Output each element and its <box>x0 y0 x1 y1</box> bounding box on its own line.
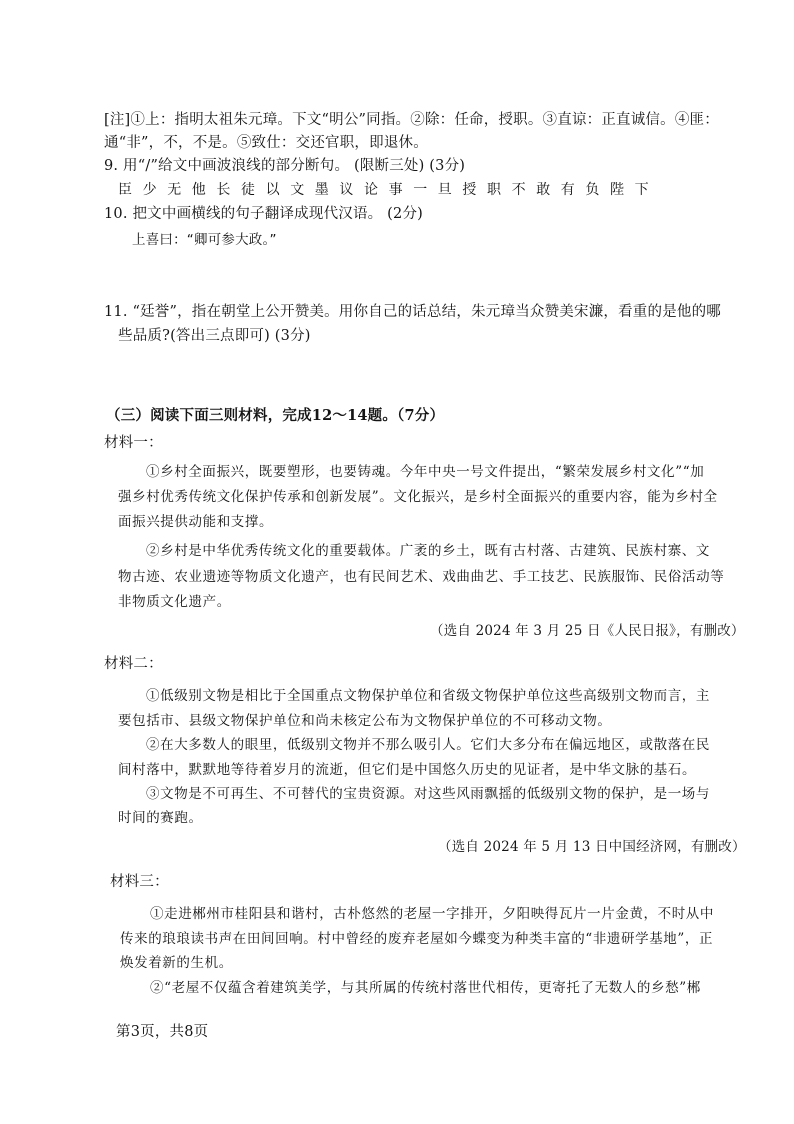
material-3-label: 材料三： <box>110 874 169 890</box>
question-11-line-2: 些品质?(答出三点即可) (3分) <box>118 328 311 344</box>
material-2-line: 要包括市、县级文物保护单位和尚未核定公布为文物保护单位的不可移动文物。 <box>118 713 612 729</box>
material-3-line: ②“老屋不仅蕴含着建筑美学，与其所属的传统村落世代相传，更寄托了无数人的乡愁”郴 <box>150 980 701 996</box>
question-10-prompt: 10. 把文中画横线的句子翻译成现代汉语。 (2分) <box>104 206 424 222</box>
material-1-source: （选自 2024 年 3 月 25 日《人民日报》，有删改） <box>430 623 745 639</box>
material-2-line: ③文物是不可再生、不可替代的宝贵资源。对这些风雨飘摇的低级别文物的保护，是一场与 <box>146 786 710 802</box>
page-number: 第3页，共8页 <box>116 1024 209 1040</box>
material-1-line: 强乡村优秀传统文化保护传承和创新发展”。文化振兴，是乡村全面振兴的重要内容，能为乡村全 <box>118 489 718 505</box>
material-1-line: 物古迹、农业遗迹等物质文化遗产，也有民间艺术、戏曲曲艺、手工技艺、民族服饰、民俗活动等 <box>118 569 725 585</box>
material-2-line: 时间的赛跑。 <box>118 810 203 826</box>
material-3-line: 传来的琅琅读书声在田间回响。村中曾经的废弃老屋如今蝶变为种类丰富的“非遗研学基地”，正 <box>120 931 714 947</box>
question-10-sentence: 上喜曰：“卿可参大政。” <box>132 232 277 248</box>
material-1-label: 材料一： <box>104 435 163 451</box>
material-3-line: ①走进郴州市桂阳县和谐村，古朴悠然的老屋一字排开，夕阳映得瓦片一片金黄，不时从中 <box>150 906 714 922</box>
annotation-line-2: 通“非”，不，不是。⑤致仕：交还官职，即退休。 <box>104 135 428 151</box>
material-2-line: 间村落中，默默地等待着岁月的流逝，但它们是中国悠久历史的见证者，是中华文脉的基石。 <box>118 762 697 778</box>
material-1-line: 面振兴提供动能和支撑。 <box>118 514 274 530</box>
question-11-line-1: 11. “廷誉”，指在朝堂上公开赞美。用你自己的话总结，朱元璋当众赞美宋濂，看重的是他的哪 <box>104 304 721 320</box>
material-1-line: ①乡村全面振兴，既要塑形，也要铸魂。今年中央一号文件提出，“繁荣发展乡村文化”“加 <box>146 464 705 480</box>
question-9-prompt: 9. 用“/”给文中画波浪线的部分断句。 (限断三处) (3分) <box>104 158 466 174</box>
question-9-sentence: 臣少无他长徒以文墨议论事一旦授职不敢有负陛下 <box>118 182 660 198</box>
material-2-source: （选自 2024 年 5 月 13 日中国经济网，有删改） <box>438 839 746 855</box>
material-3-line: 焕发着新的生机。 <box>120 955 233 971</box>
material-1-line: ②乡村是中华优秀传统文化的重要载体。广袤的乡土，既有古村落、古建筑、民族村寨、文 <box>146 543 710 559</box>
section-heading: （三）阅读下面三则材料，完成12～14题。（7分） <box>106 407 445 424</box>
annotation-line-1: [注]①上：指明太祖朱元璋。下文“明公”同指。②除：任命，授职。③直谅：正直诚信。④匪： <box>104 112 719 128</box>
material-2-line: ②在大多数人的眼里，低级别文物并不那么吸引人。它们大多分布在偏远地区，或散落在民 <box>146 737 710 753</box>
material-2-label: 材料二： <box>104 656 163 672</box>
material-1-line: 非物质文化遗产。 <box>118 594 231 610</box>
material-2-line: ①低级别文物是相比于全国重点文物保护单位和省级文物保护单位这些高级别文物而言，主 <box>146 688 710 704</box>
